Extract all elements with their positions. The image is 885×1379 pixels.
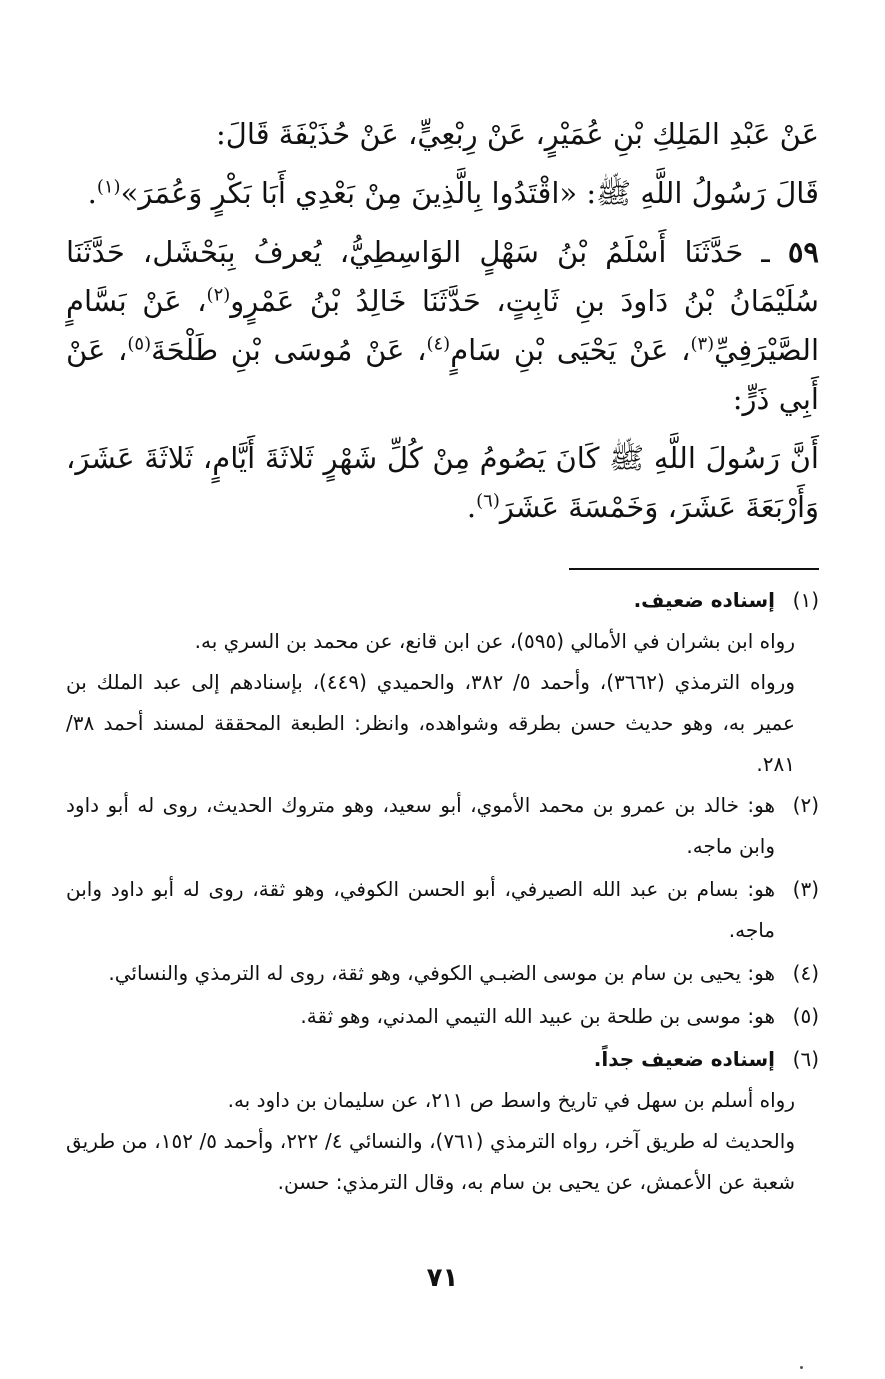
footnote-label: (٣): [792, 877, 819, 901]
footnote-label: (١): [792, 588, 819, 612]
footnote-text: هو: موسى بن طلحة بن عبيد الله التيمي المدني، وهو ثقة.: [300, 1004, 775, 1028]
footnote-2: [66, 785, 819, 867]
hadith-59-text: أَنَّ رَسُولَ اللَّهِ ﷺ كَانَ يَصُومُ مِنْ كُلِّ شَهْرٍ ثَلاثَةَ أَيَّامٍ، ثَلاثَةَ عَشَرَ، وَأَرْبَعَةَ عَشَرَ، وَخَمْسَةَ عَشَرَ: [66, 441, 819, 524]
hadith-59-isnad: [66, 228, 819, 424]
isnad-line: [66, 110, 819, 159]
footnote-text: هو: يحيى بن سام بن موسى الضبـي الكوفي، وهو ثقة، روى له الترمذي والنسائي.: [108, 961, 775, 985]
page-number: ٧١: [426, 1263, 459, 1293]
footnote-4: [66, 953, 819, 994]
footnote-5: [66, 996, 819, 1037]
scan-speck: [800, 1366, 803, 1369]
footnote-label: (٦): [792, 1047, 819, 1071]
footnote-ref-6[interactable]: (٦): [476, 490, 500, 512]
hadith-58-text: قَالَ رَسُولُ اللَّهِ ﷺ: «اقْتَدُوا بِالَّذِينَ مِنْ بَعْدِي أَبَا بَكْرٍ وَعُمَرَ»: [120, 176, 819, 210]
hadith-number: ٥٩: [787, 235, 819, 269]
footnote-heading: إسناده ضعيف.: [633, 588, 775, 612]
footnote-text: هو: بسام بن عبد الله الصيرفي، أبو الحسن الكوفي، وهو ثقة، روى له أبو داود وابن ماجه.: [66, 877, 775, 942]
isnad-text: عَنْ عَبْدِ المَلِكِ بْنِ عُمَيْرٍ، عَنْ رِبْعِيٍّ، عَنْ حُذَيْفَةَ قَالَ:: [216, 117, 819, 151]
footnote-1: [66, 580, 819, 621]
footnote-1-para-2: ورواه الترمذي (٣٦٦٢)، وأحمد ٥/ ٣٨٢، والحميدي (٤٤٩)، بإسنادهم إلى عبد الملك بن عمير به، وهو حديث حسن بطرقه وشواهده، وانظر: الطبعة المحققة لمسند أحمد ٣٨/ ٢٨١.: [66, 670, 795, 776]
footnote-ref-5[interactable]: (٥): [127, 333, 152, 355]
isnad-part-4: ، عَنْ مُوسَى بْنِ طَلْحَةَ: [151, 333, 427, 367]
footnote-1-para-1: رواه ابن بشران في الأمالي (٥٩٥)، عن ابن قانع، عن محمد بن السري به.: [194, 629, 795, 653]
hadith-58-end: .: [87, 176, 97, 210]
isnad-part-1: ـ حَدَّثَنَا أَسْلَمُ بْنُ سَهْلٍ الوَاسِطِيُّ، يُعرفُ بِبَحْشَل، حَدَّثَنَا سُلَيْمَانُ بْنُ دَاودَ بنِ ثَابِتٍ، حَدَّثَنَا خَالِدُ بْنُ عَمْرٍو: [66, 235, 819, 318]
footnote-ref-4[interactable]: (٤): [426, 333, 451, 355]
isnad-part-2: ، عَنْ بَسَّامٍ الصَّيْرَفِيِّ: [66, 284, 819, 367]
hadith-58-matn: [66, 169, 819, 218]
footnote-6: [66, 1039, 819, 1080]
footnote-ref-1[interactable]: (١): [96, 176, 121, 198]
footnote-ref-3[interactable]: (٣): [690, 333, 715, 355]
isnad-part-3: ، عَنْ يَحْيَى بْنِ سَامٍ: [450, 333, 691, 367]
footnote-divider: [569, 568, 819, 570]
footnote-6-para-1: رواه أسلم بن سهل في تاريخ واسط ص ٢١١، عن سليمان بن داود به.: [227, 1088, 795, 1112]
footnote-ref-2[interactable]: (٢): [206, 284, 231, 306]
footnote-6-para-2: والحديث له طريق آخر، رواه الترمذي (٧٦١)، والنسائي ٤/ ٢٢٢، وأحمد ٥/ ١٥٢، من طريق شعبة عن الأعمش، عن يحيى بن سام به، وقال الترمذي: حسن.: [66, 1129, 795, 1194]
isnad-part-5: ، عَنْ أَبِي ذَرٍّ:: [66, 333, 819, 416]
hadith-59-end: .: [466, 490, 477, 524]
footnote-label: (٥): [792, 1004, 819, 1028]
footnote-heading: إسناده ضعيف جداً.: [593, 1047, 775, 1071]
footnote-label: (٤): [792, 961, 819, 985]
footnotes: [66, 580, 819, 1203]
footnote-3: [66, 869, 819, 951]
main-text: [66, 110, 819, 532]
footnote-text: هو: خالد بن عمرو بن محمد الأموي، أبو سعيد، وهو متروك الحديث، روى له أبو داود وابن ماجه.: [66, 793, 775, 858]
footnote-label: (٢): [792, 793, 819, 817]
hadith-59-matn: [66, 434, 819, 532]
